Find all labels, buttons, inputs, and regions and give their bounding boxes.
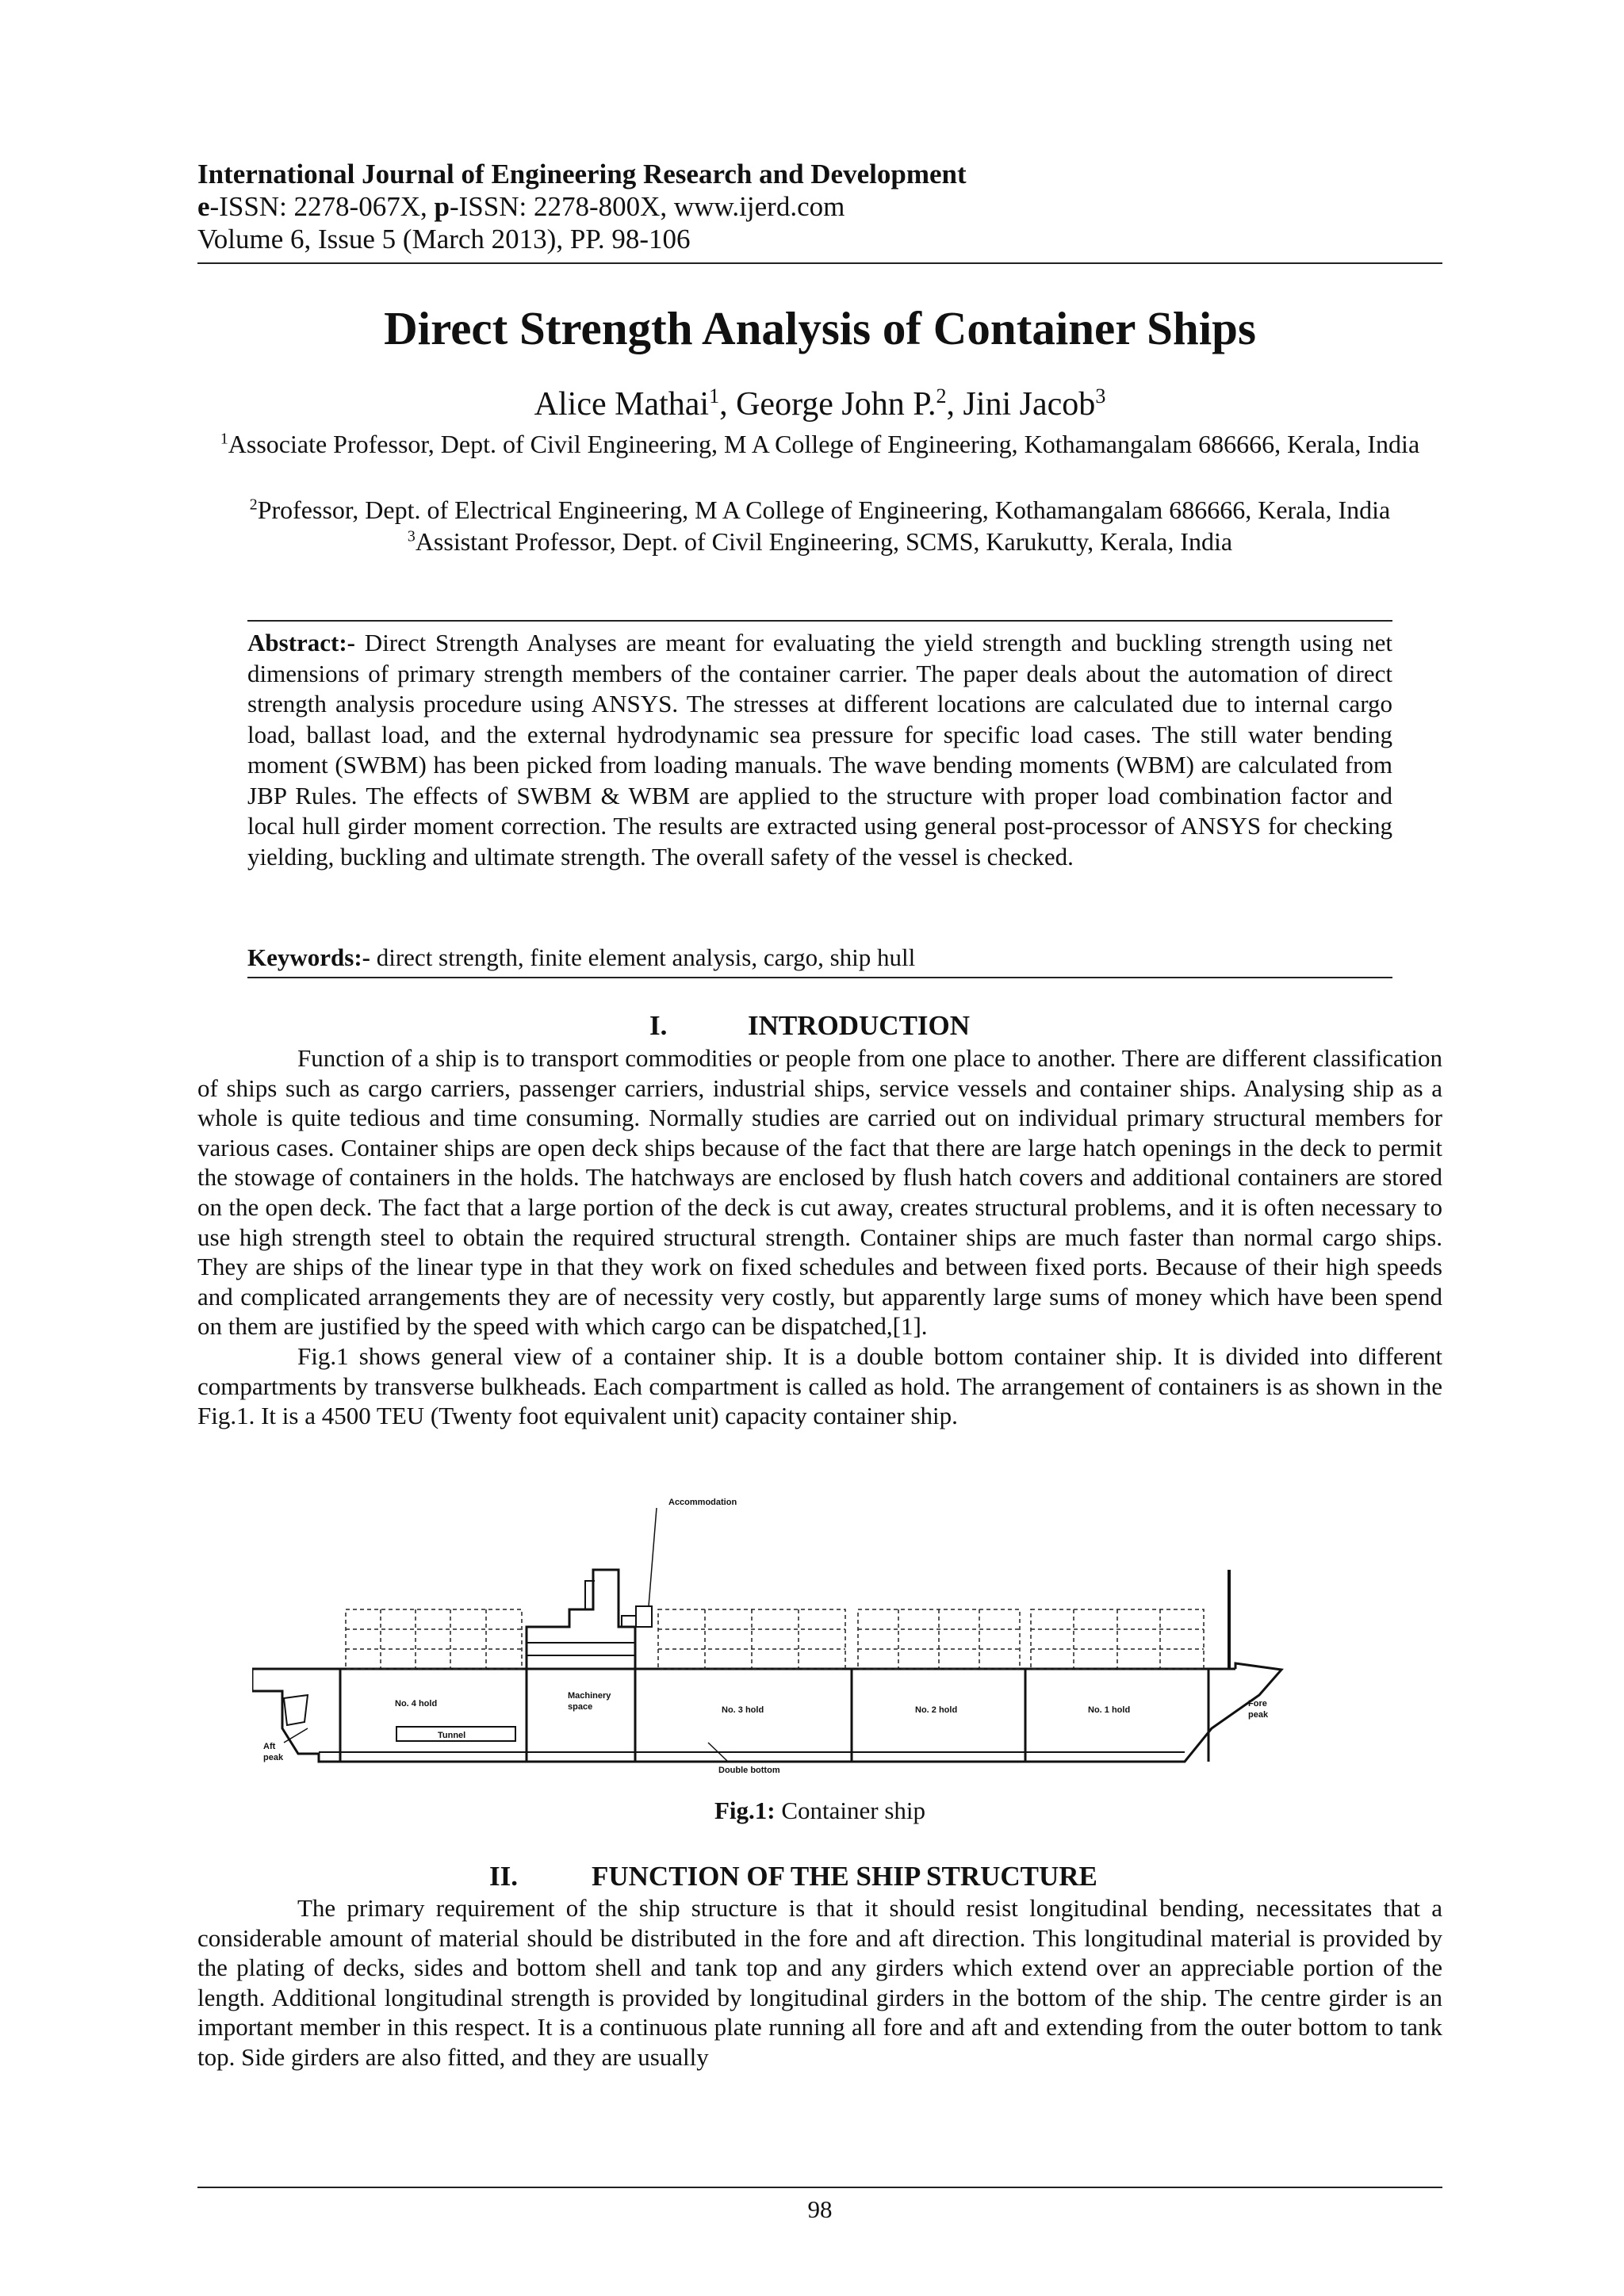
affiliation-superscript: 3 bbox=[407, 527, 416, 545]
issn-line bbox=[197, 191, 845, 223]
fig-label-hold-4: No. 4 hold bbox=[395, 1699, 438, 1709]
author-superscript: 3 bbox=[1095, 385, 1106, 408]
fig-label-aft: Aft bbox=[263, 1742, 276, 1751]
abstract bbox=[247, 628, 1392, 872]
fig-label-fore-peak: peak bbox=[1248, 1710, 1269, 1720]
fig-label-accommodation: Accommodation bbox=[668, 1498, 737, 1507]
footer-divider bbox=[197, 2187, 1442, 2188]
fig-label-fore: Fore bbox=[1248, 1699, 1267, 1709]
volume-line: Volume 6, Issue 5 (March 2013), PP. 98-106 bbox=[197, 224, 691, 254]
author-superscript: 2 bbox=[936, 385, 947, 408]
section-body bbox=[197, 1893, 1442, 2072]
fig-label-machinery: Machinery bbox=[568, 1691, 611, 1701]
figure-caption bbox=[197, 1796, 1442, 1826]
keywords bbox=[247, 943, 1392, 973]
affiliation-text: Assistant Professor, Dept. of Civil Engineering, SCMS, Karukutty, Kerala, India bbox=[415, 527, 1233, 556]
abstract-text: Direct Strength Analyses are meant for evaluating the yield strength and buckling strength using net dimensions of primary strength members of the container carrier. The paper deals about the automation of direct strength analysis procedure using ANSYS. The stresses at different locations are calculated due to internal cargo load, ballast load, and the external hydrodynamic sea pressure for specific load cases. The still water bending moment (SWBM) has been picked from loading manuals. The wave bending moments (WBM) are calculated from JBP Rules. The effects of SWBM & WBM are applied to the structure with proper load combination factor and local hull girder moment correction. The results are extracted using general post-processor of ANSYS for checking yielding, buckling and ultimate strength. The overall safety of the vessel is checked. bbox=[247, 629, 1392, 871]
keywords-text: direct strength, finite element analysis, cargo, ship hull bbox=[370, 943, 916, 971]
header-divider bbox=[197, 262, 1442, 264]
affiliation-superscript: 2 bbox=[249, 496, 258, 514]
affiliation-text: Professor, Dept. of Electrical Engineering, M A College of Engineering, Kothamangalam 686666, Kerala, India bbox=[257, 496, 1391, 524]
paper-title: Direct Strength Analysis of Container Ships bbox=[384, 302, 1256, 354]
author-name: Alice Mathai bbox=[534, 386, 710, 423]
keywords-label: Keywords:- bbox=[247, 943, 370, 971]
abstract-label: Abstract:- bbox=[247, 629, 356, 656]
page-number: 98 bbox=[807, 2195, 833, 2223]
fig-label-aft-peak: peak bbox=[263, 1753, 284, 1762]
section-number: I. bbox=[649, 1010, 668, 1041]
affiliation-superscript: 1 bbox=[220, 430, 228, 448]
fig-label-double-bottom: Double bottom bbox=[718, 1766, 780, 1775]
section-body bbox=[197, 1043, 1442, 1431]
journal-name: International Journal of Engineering Research and Development bbox=[197, 159, 967, 189]
author-separator: , bbox=[946, 386, 963, 423]
paragraph: Fig.1 shows general view of a container ship. It is a double bottom container ship. It is divided into different compartments by transverse bulkheads. Each compartment is called as hold. The arrangement of containers is as shown in the Fig.1. It is a 4500 TEU (Twenty foot equivalent unit) capacity container ship. bbox=[197, 1341, 1442, 1430]
issn-e-text: -ISSN: 2278-067X, bbox=[209, 191, 435, 222]
author-name: George John P. bbox=[736, 386, 936, 423]
paragraph: The primary requirement of the ship structure is that it should resist longitudinal bending, necessitates that a considerable amount of material should be distributed in the fore and aft direction. This longitudinal material is provided by the plating of decks, sides and bottom shell and tank top and any girders which extend over an appreciable portion of the length. Additional longitudinal strength is provided by longitudinal girders in the bottom of the ship. The centre girder is an important member in this respect. It is a continuous plate running all fore and aft and extending from the outer bottom to tank top. Side girders are also fitted, and they are usually bbox=[197, 1894, 1442, 2071]
caption-label: Fig.1: bbox=[714, 1797, 776, 1824]
issn-p-prefix: p bbox=[434, 191, 450, 222]
affiliation-text: Associate Professor, Dept. of Civil Engineering, M A College of Engineering, Kothamangalam 686666, Kerala, India bbox=[228, 430, 1420, 458]
affiliation bbox=[197, 494, 1442, 526]
abstract-bottom-rule bbox=[247, 977, 1392, 978]
issn-p-text: -ISSN: 2278-800X, www.ijerd.com bbox=[449, 191, 845, 222]
author-superscript: 1 bbox=[709, 385, 720, 408]
author-name: Jini Jacob bbox=[963, 386, 1096, 423]
section-number: II. bbox=[489, 1861, 518, 1892]
fig-label-machinery-space: space bbox=[568, 1702, 593, 1712]
abstract-top-rule bbox=[247, 620, 1392, 622]
issn-e-prefix: e bbox=[197, 191, 210, 222]
fig-label-tunnel: Tunnel bbox=[438, 1731, 466, 1740]
affiliation bbox=[197, 526, 1442, 557]
container-ship-figure bbox=[252, 1490, 1346, 1776]
author-separator: , bbox=[719, 386, 737, 423]
author-list bbox=[197, 384, 1442, 425]
fig-label-hold-2: No. 2 hold bbox=[915, 1705, 958, 1715]
paragraph: Function of a ship is to transport commodities or people from one place to another. There are different classification of ships such as cargo carriers, passenger carriers, industrial ships, service vessels and container ships. Analysing ship as a whole is quite tedious and time consuming. Normally studies are carried out on individual primary structural members for various cases. Container ships are open deck ships because of the fact that there are large hatch openings in the deck to permit the stowage of containers in the holds. The hatchways are enclosed by flush hatch covers and additional containers are stored on the open deck. The fact that a large portion of the deck is cut away, creates structural problems, and it is often necessary to use high strength steel to obtain the required structural strength. Container ships are much faster than normal cargo ships. They are ships of the linear type in that they work on fixed schedules and between fixed ports. Because of their high speeds and complicated arrangements they are of necessity very costly, but apparently large sums of money which have been spend on them are justified by the speed with which cargo can be dispatched,[1]. bbox=[197, 1044, 1442, 1341]
section-title: INTRODUCTION bbox=[748, 1010, 971, 1041]
fig-label-hold-1: No. 1 hold bbox=[1088, 1705, 1131, 1715]
caption-text: Container ship bbox=[775, 1797, 926, 1824]
section-title: FUNCTION OF THE SHIP STRUCTURE bbox=[592, 1861, 1097, 1892]
fig-label-hold-3: No. 3 hold bbox=[722, 1705, 764, 1715]
affiliation bbox=[197, 428, 1442, 460]
